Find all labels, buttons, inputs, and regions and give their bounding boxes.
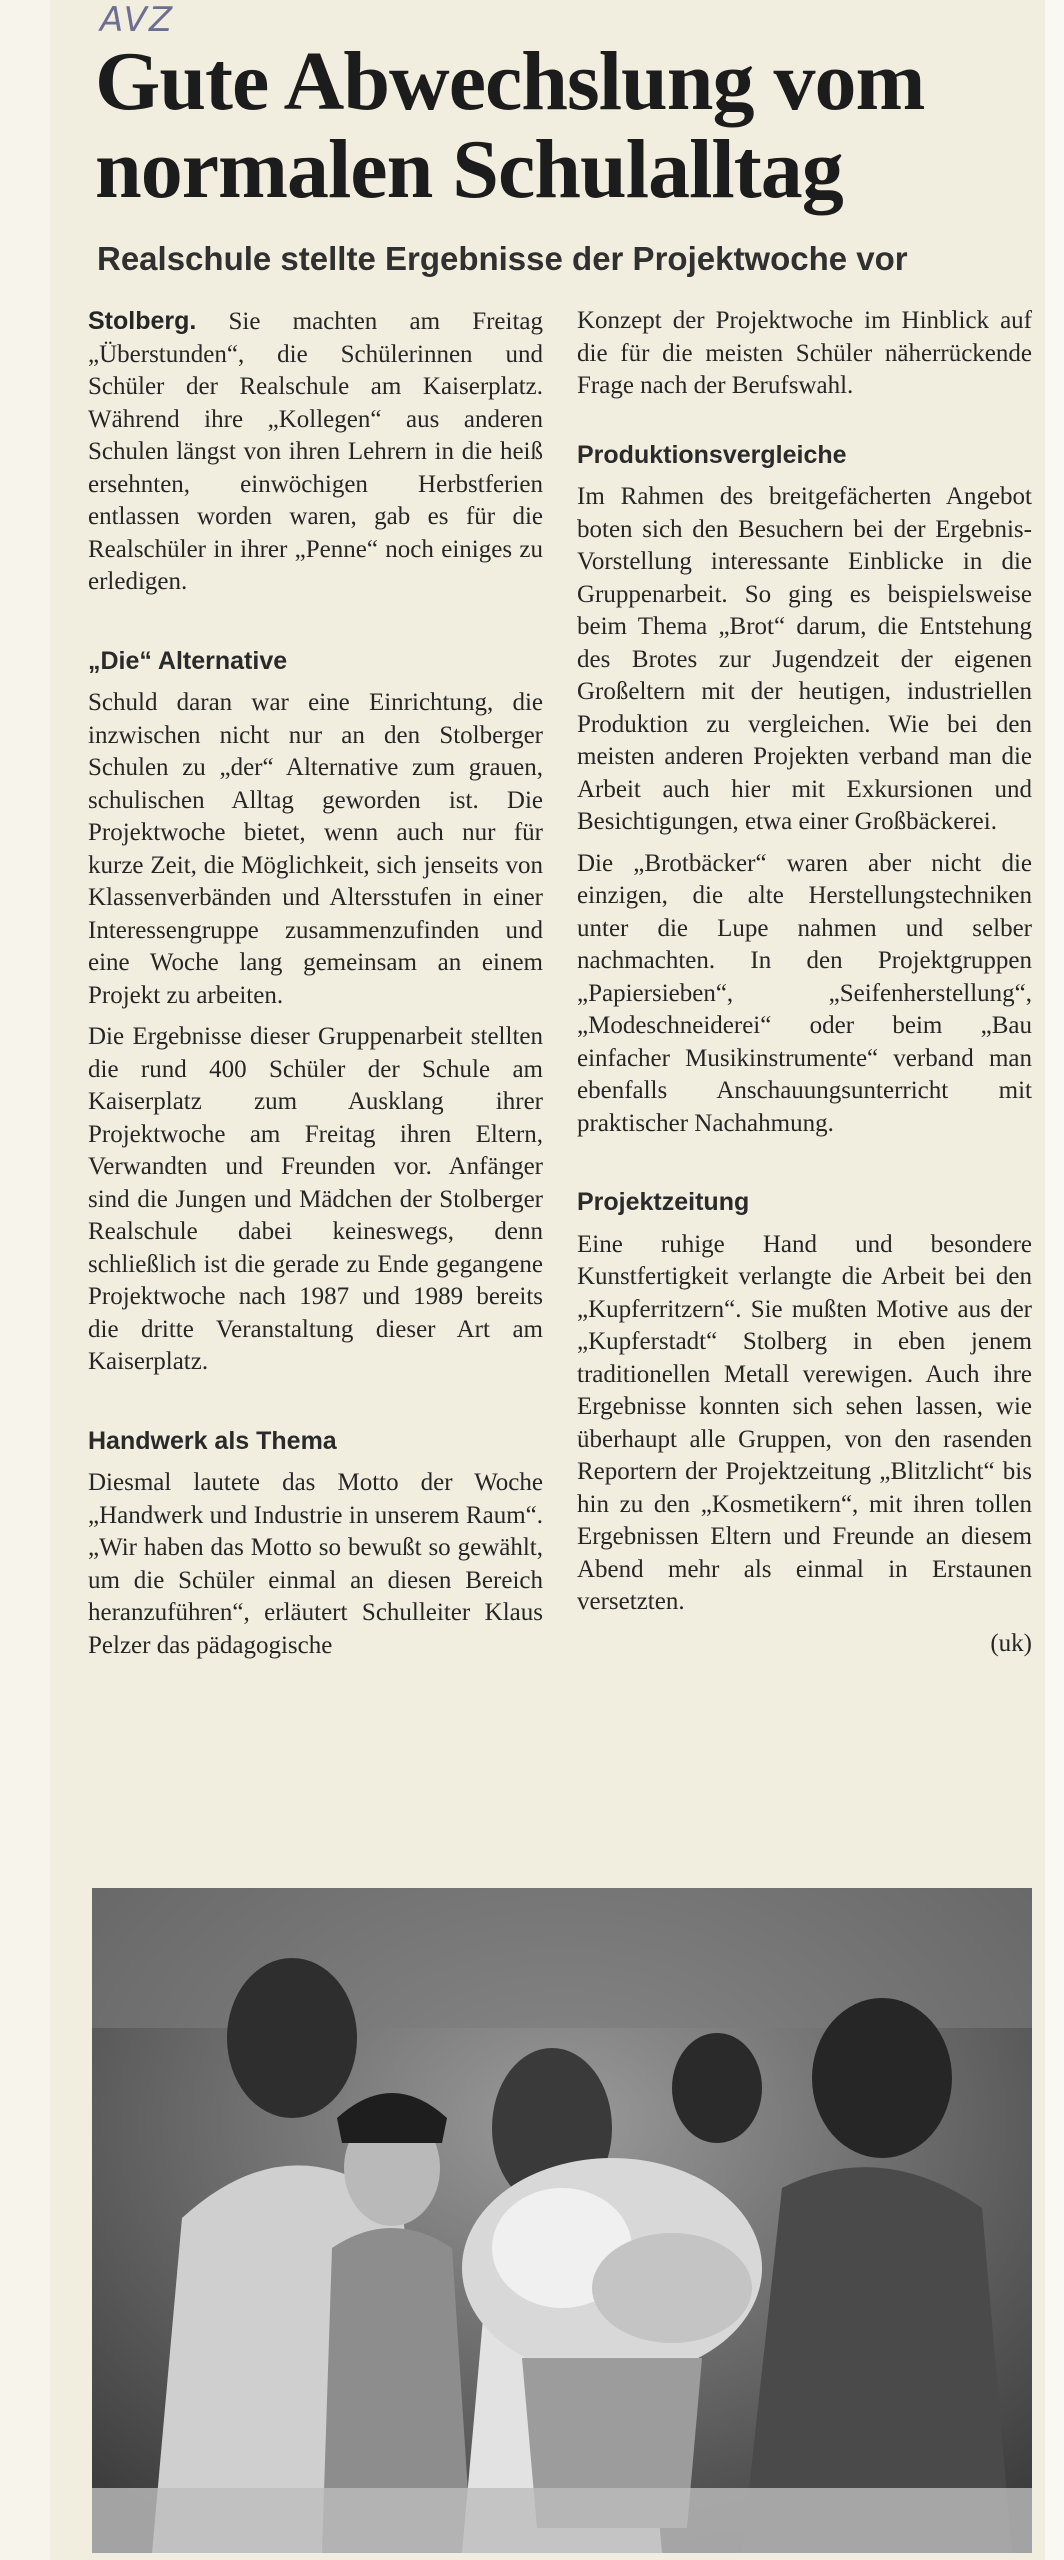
paragraph: Schuld daran war eine Einrichtung, die inzwischen nicht nur an den Stolberger Schulen zu „der“ Alternative zum grauen, schulischen Alltag geworden ist. Die Projektwoche bietet, wenn auch nur für kurze Zeit, die Möglichkeit, sich jenseits von Klassenverbänden und Altersstufen in einer Interessengruppe zusammenzufinden und eine Woche lang gemeinsam an einem Projekt zu arbeiten. [88, 689, 543, 1009]
paragraph: Im Rahmen des breitgefächerten Angebot boten sich den Besuchern bei der Ergebnis-Vorstellung interessante Einblicke in die Gruppenarbeit. So ging es beispielsweise beim Thema „Brot“ darum, die Entstehung des Brotes zur Jugendzeit der eigenen Großeltern mit der heutigen, industriellen Produktion zu vergleichen. Wie bei den meisten anderen Projekten verband man die Arbeit auch hier mit Exkursionen und Besichtigungen, etwa einer Großbäckerei. [577, 483, 1032, 835]
intro-paragraph [88, 305, 543, 599]
article-column-right [577, 305, 1032, 1660]
section-heading-alternative: „Die“ Alternative [88, 646, 288, 675]
article-photo [92, 1888, 1032, 2553]
photo-illustration [92, 1888, 1032, 2553]
paragraph: Die „Brotbäcker“ waren aber nicht die einzigen, die alte Herstellungstechniken unter die Lupe nahmen und selber nachmachten. In den Projektgruppen „Papiersieben“, „Seifenherstellung“, „Modeschneiderei“ oder beim „Bau einfacher Musikinstrumente“ verband man ebenfalls Anschauungsunterricht mit praktischer Nachahmung. [577, 849, 1032, 1137]
article-column-left [88, 305, 543, 1671]
paragraph: Eine ruhige Hand und besondere Kunstfertigkeit verlangte die Arbeit bei den „Kupferritzern“. Sie mußten Motive aus der „Kupferstadt“ Stolberg in eben jenem traditionellen Metall verewigen. Auch ihre Ergebnisse konnten sich sehen lassen, wie überhaupt alle Gruppen, von den rasenden Reportern der Projektzeitung „Blitzlicht“ bis hin zu den „Kosmetikern“, mit ihren tollen Ergebnissen Eltern und Freunde an diesem Abend mehr als einmal in Erstaunen versetzten. [577, 1230, 1032, 1615]
paragraph: Diesmal lautete das Motto der Woche „Handwerk und Industrie in unserem Raum“. „Wir haben das Motto so bewußt so gewählt, um die Schüler einmal an diesen Bereich heranzuführen“, erläutert Schulleiter Klaus Pelzer das pädagogische [88, 1469, 543, 1659]
page-edge [1045, 0, 1064, 2560]
article-subheadline: Realschule stellte Ergebnisse der Projektwoche vor [97, 240, 908, 277]
source-mark: AVZ [100, 0, 175, 40]
article-headline: Gute Abwechslung vom normalen Schulalltag [95, 35, 925, 216]
section-heading-projektzeitung: Projektzeitung [577, 1188, 750, 1216]
section-heading-produktion: Produktionsvergleiche [577, 440, 847, 469]
section-heading-handwerk: Handwerk als Thema [88, 1426, 337, 1455]
paragraph: Konzept der Projektwoche im Hinblick auf die für die meisten Schüler näherrückende Frage nach der Berufswahl. [577, 307, 1032, 399]
author-signature: (uk) [990, 1629, 1032, 1657]
paragraph: Die Ergebnisse dieser Gruppenarbeit stellten die rund 400 Schüler der Schule am Kaiserplatz zum Ausklang ihrer Projektwoche am Freitag ihren Eltern, Verwandten und Freunden vor. Anfänger sind die Jungen und Mädchen der Stolberger Realschule dabei keineswegs, denn schließlich ist die gerade zu Ende gegangene Projektwoche nach 1987 und 1989 bereits die dritte Veranstaltung dieser Art am Kaiserplatz. [88, 1023, 543, 1375]
dateline: Stolberg. [88, 307, 197, 335]
intro-text: Sie machten am Freitag „Überstunden“, die Schülerinnen und Schüler der Realschule am Kaiserplatz. Während ihre „Kollegen“ aus anderen Schulen längst von ihren Lehrern in die heiß ersehnten, einwöchigen Herbstferien entlassen worden waren, gab es für die Realschüler in ihrer „Penne“ noch einiges zu erledigen. [88, 308, 544, 595]
